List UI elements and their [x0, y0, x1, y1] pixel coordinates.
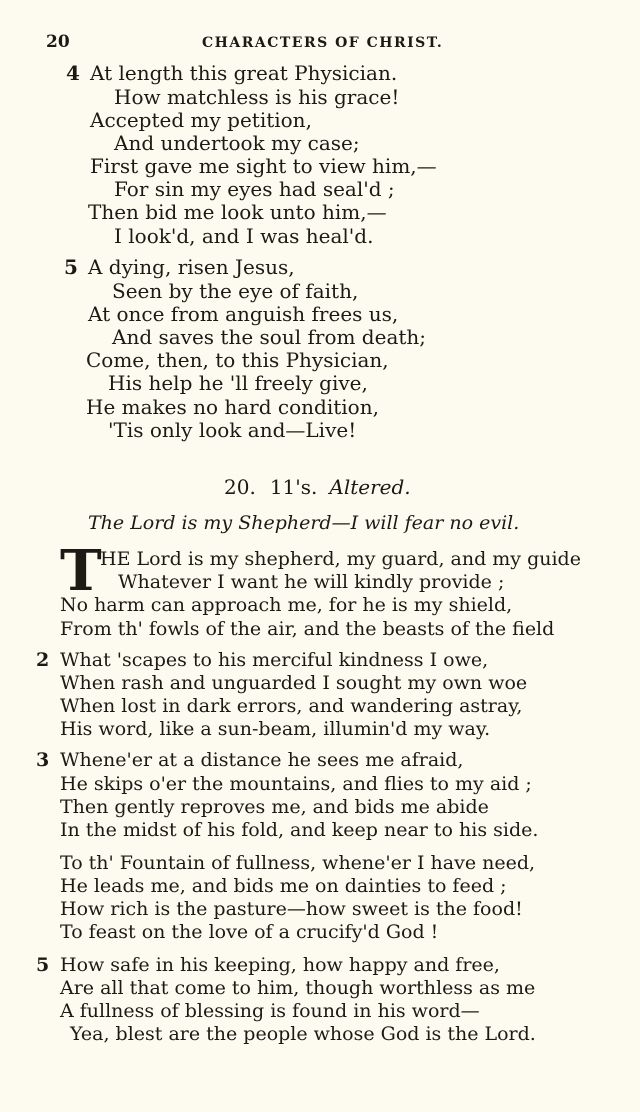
verse-line: In the midst of his fold, and keep near to his side.: [60, 819, 539, 841]
verse-line: No harm can approach me, for he is my shield,: [60, 594, 513, 616]
verse-line: And undertook my case;: [114, 131, 360, 155]
verse-line: How rich is the pasture—how sweet is the food!: [60, 898, 523, 920]
stanza-number: 5: [36, 954, 50, 976]
verse-line: Whatever I want he will kindly provide ;: [118, 571, 505, 593]
verse-line: Seen by the eye of faith,: [112, 279, 359, 303]
running-title: CHARACTERS OF CHRIST.: [202, 35, 444, 51]
drop-cap: T: [60, 538, 102, 604]
page-header: [46, 32, 466, 54]
verse-line: Then bid me look unto him,—: [88, 200, 387, 224]
hymn-note: Altered.: [329, 475, 411, 499]
hymn-number: 20.: [224, 475, 256, 499]
stanza-number: 5: [64, 255, 78, 279]
stanza-number: 4: [66, 61, 80, 85]
stanza-number: 2: [36, 649, 50, 671]
verse-line: Accepted my petition,: [90, 108, 312, 132]
verse-line: Whene'er at a distance he sees me afraid,: [60, 749, 464, 771]
verse-line: Yea, blest are the people whose God is the Lord.: [70, 1023, 536, 1045]
verse-line: From th' fowls of the air, and the beasts of the field: [60, 618, 555, 640]
hymn-subtitle: The Lord is my Shepherd—I will fear no evil.: [88, 512, 520, 534]
verse-line: 'Tis only look and—Live!: [108, 418, 357, 442]
verse-line: At length this great Physician.: [90, 61, 398, 85]
verse-line: Then gently reproves me, and bids me abide: [60, 796, 489, 818]
verse-line: How safe in his keeping, how happy and free,: [60, 954, 500, 976]
verse-line: HE Lord is my shepherd, my guard, and my guide: [100, 548, 581, 570]
verse-line: He skips o'er the mountains, and flies to my aid ;: [60, 773, 532, 795]
verse-line: To feast on the love of a crucify'd God !: [60, 921, 439, 943]
verse-line: Are all that come to him, though worthless as me: [60, 977, 536, 999]
stanza-number: 3: [36, 749, 50, 771]
page-number: 20: [46, 32, 70, 52]
verse-line: I look'd, and I was heal'd.: [114, 224, 374, 248]
verse-line: When lost in dark errors, and wandering astray,: [60, 695, 523, 717]
verse-line: Come, then, to this Physician,: [86, 348, 389, 372]
verse-line: First gave me sight to view him,—: [90, 154, 437, 178]
verse-line: A dying, risen Jesus,: [88, 255, 295, 279]
verse-line: How matchless is his grace!: [114, 85, 400, 109]
verse-line: At once from anguish frees us,: [88, 302, 399, 326]
verse-line: To th' Fountain of fullness, whene'er I have need,: [60, 852, 536, 874]
verse-line: His help he 'll freely give,: [108, 371, 368, 395]
verse-line: When rash and unguarded I sought my own woe: [60, 672, 528, 694]
hymn-meter: 11's.: [269, 475, 318, 499]
verse-line: His word, like a sun-beam, illumin'd my way.: [60, 718, 491, 740]
verse-line: What 'scapes to his merciful kindness I owe,: [60, 649, 489, 671]
verse-line: For sin my eyes had seal'd ;: [114, 177, 395, 201]
verse-line: He leads me, and bids me on dainties to feed ;: [60, 875, 507, 897]
hymn-title: [224, 476, 411, 499]
verse-line: A fullness of blessing is found in his word—: [60, 1000, 480, 1022]
verse-line: And saves the soul from death;: [112, 325, 427, 349]
verse-line: He makes no hard condition,: [86, 395, 379, 419]
